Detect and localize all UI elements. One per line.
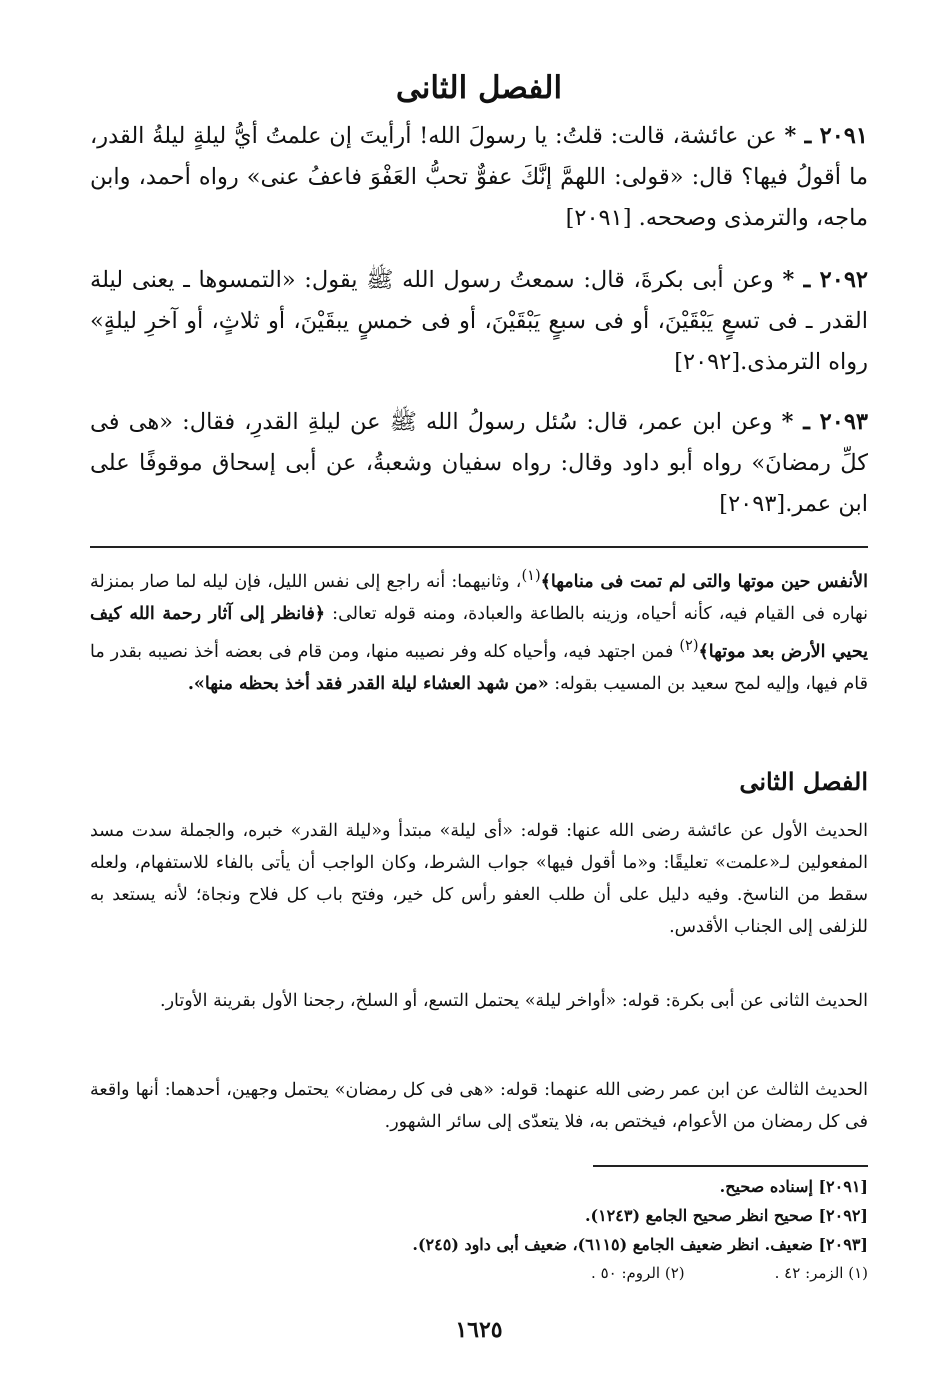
quran-reference: (٢) الروم: ٥٠ . [591, 1264, 685, 1282]
quran-reference: (١) الزمر: ٤٢ . [774, 1264, 868, 1282]
quran-quote: الأنفس حين موتها والتى لم تمت فى منامها﴾ [540, 571, 869, 592]
hadith-paragraph [90, 260, 868, 383]
hadith-2091 [90, 116, 868, 239]
section-title: الفصل الثانى [739, 767, 868, 796]
page-title: الفصل الثانى [395, 70, 563, 106]
commentary-hadith-2 [90, 985, 868, 1017]
footnote-marker: (٢) [679, 636, 699, 654]
hadith-number: ٢٠٩٢ ـ * [782, 267, 869, 293]
commentary-paragraph: الحديث الأول عن عائشة رضى الله عنها: قوله: «أى ليلة» مبتدأ و«ليلة القدر» خبره، والجملة سدت مسد المفعولين لـ«علمت» تعليقًا: و«ما أقول فيها» جواب الشرط، وكان الواجب أن يأتى بالفاء للاستفهام، ولعله سقط من الناسخ. وفيه دليل على أن طلب العفو رأس كل خير، وفتح باب كل فلاح ونجاة؛ لأنه يستعد به للزلفى إلى الجناب الأقدس. [90, 821, 868, 937]
hadith-paragraph [90, 402, 868, 525]
hadith-2092 [90, 260, 868, 383]
commentary-text: فمن اجتهد فيه، وأحياه كله وفر نصيبه منها، ومن قام فى بعضه أخذ نصيبه بقدر ما قام فيها، وإليه لمح سعيد بن المسيب بقوله: [90, 641, 868, 694]
quote: «من شهد العشاء ليلة القدر فقد أخذ بحظه منها». [187, 673, 549, 694]
quran-quote: ﴿فانظر إلى آثار رحمة الله كيف يحيي الأرض بعد موتها﴾ [90, 603, 868, 662]
hadith-text: وعن أبى بكرةَ، قال: سمعتُ رسول الله ﷺ يقول: «التمسوها ـ يعنى ليلة القدر ـ فى تسعٍ يَبْقَيْنَ، أو فى سبعٍ يَبْقَيْنَ، أو فى خمسٍ يبقَيْنَ، أو ثلاثٍ، أو آخرِ ليلةٍ» رواه الترمذى.[٢٠٩٢] [90, 267, 868, 375]
commentary-hadith-1 [90, 815, 868, 943]
commentary-paragraph [90, 560, 868, 700]
hadith-text: عن عائشة، قالت: قلتُ: يا رسولَ الله! أرأيتَ إن علمتُ أيُّ ليلةٍ ليلةُ القدر، ما أقولُ فيها؟ قال: «قولى: اللهمَّ إنَّكَ عفوٌّ تحبُّ العَفْوَ فاعفُ عنى» رواه أحمد، وابن ماجه، والترمذى وصححه. [٢٠٩١] [90, 123, 868, 231]
text-commentary-divider [90, 546, 868, 548]
footnote-marker: (١) [521, 567, 541, 584]
footnote-divider [593, 1165, 868, 1167]
page-number: ١٦٢٥ [455, 1317, 503, 1343]
commentary-text: ، وثانيهما: أنه راجع إلى نفس الليل، فإن ليله لما صار بمنزلة نهاره فى القيام فيه، كأنه أحياه، وزينه بالطاعة والعبادة، ومنه قوله تعالى: [90, 571, 868, 624]
hadith-number: ٢٠٩١ ـ * [784, 123, 868, 149]
hadith-paragraph [90, 116, 868, 239]
commentary-paragraph: الحديث الثانى عن أبى بكرة: قوله: «أواخر ليلة» يحتمل التسع، أو السلخ، رجحنا الأول بقرينة الأوتار. [160, 991, 868, 1011]
quran-references [90, 1259, 868, 1287]
commentary-intro [90, 560, 868, 700]
footnotes [90, 1172, 868, 1287]
footnote: [٢٠٩٣] ضعيف. انظر ضعيف الجامع (٦١١٥)، ضعيف أبى داود (٢٤٥). [412, 1235, 868, 1254]
hadith-text: وعن ابن عمر، قال: سُئل رسولُ الله ﷺ عن ليلةِ القدرِ، فقال: «هى فى كلِّ رمضانَ» رواه أبو داود وقال: رواه سفيان وشعبةُ، عن أبى إسحاق موقوفًا على ابن عمر.[٢٠٩٣] [90, 409, 868, 517]
commentary-hadith-3 [90, 1074, 868, 1138]
commentary-paragraph: الحديث الثالث عن ابن عمر رضى الله عنهما: قوله: «هى فى كل رمضان» يحتمل وجهين، أحدهما: أنها واقعة فى كل رمضان من الأعوام، فيختص به، فلا يتعدّى إلى سائر الشهور. [90, 1080, 868, 1132]
footnote: [٢٠٩١] إسناده صحيح. [719, 1177, 868, 1196]
hadith-number: ٢٠٩٣ ـ * [781, 409, 868, 435]
hadith-2093 [90, 402, 868, 525]
book-page [90, 0, 868, 1390]
footnote: [٢٠٩٢] صحيح انظر صحيح الجامع (١٢٤٣). [584, 1206, 868, 1225]
